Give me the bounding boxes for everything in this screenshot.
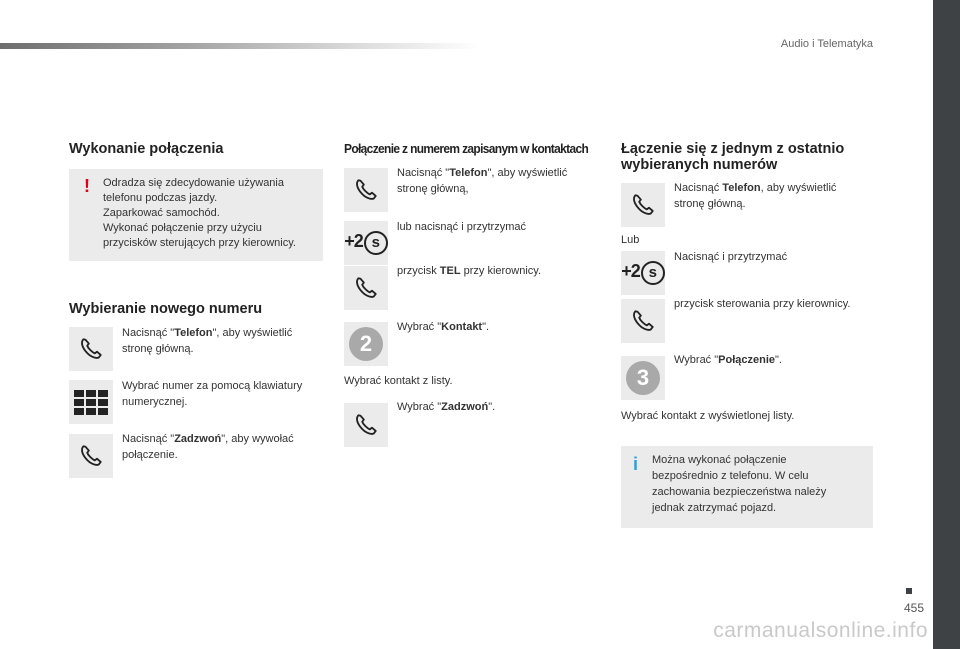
keypad-tile: [69, 380, 113, 424]
page-edge-strip: [933, 0, 960, 649]
info-icon: i: [633, 454, 639, 474]
col2-title: Połączenie z numerem zapisanym w kontaktach: [344, 141, 589, 156]
phone-tile: [69, 327, 113, 371]
phone-tile: [621, 299, 665, 343]
col3-step2-text: Nacisnąć i przytrzymać: [674, 251, 788, 263]
page-marker: [906, 588, 912, 594]
col2-step4-text: Wybrać "Kontakt".: [397, 321, 490, 333]
phone-handset-icon: [353, 177, 379, 203]
col3-step5-text: Wybrać kontakt z wyświetlonej listy.: [621, 410, 795, 422]
step-number-badge: 3: [626, 361, 660, 395]
col3-lub-text: Lub: [621, 234, 640, 246]
col1-subtitle: Wybieranie nowego numeru: [69, 301, 263, 317]
phone-tile: [344, 168, 388, 212]
phone-handset-icon: [353, 275, 379, 301]
phone-tile: [344, 403, 388, 447]
section-title: Audio i Telematyka: [780, 38, 873, 50]
plus2s-tile: [621, 251, 665, 295]
warning-text: Odradza się zdecydowanie używania telefonu podczas jazdy. Zaparkować samochód. Wykonać połączenie przy użyciu przycisków sterujących przy kierownicy.: [103, 177, 296, 249]
plus2s-tile: [344, 221, 388, 265]
phone-handset-icon: [353, 412, 379, 438]
long-press-2s-icon: +2 s: [621, 261, 665, 285]
phone-handset-icon: [630, 308, 656, 334]
step-badge-tile: [344, 322, 388, 366]
col2-step1-text: Nacisnąć "Telefon", aby wyświetlić stronę główną,: [397, 167, 568, 195]
long-press-2s-icon: +2 s: [344, 231, 388, 255]
col1-step3-text: Nacisnąć "Zadzwoń", aby wywołać połączenie.: [122, 433, 294, 461]
info-text: Można wykonać połączenie bezpośrednio z telefonu. W celu zachowania bezpieczeństwa należy jednak zatrzymać pojazd.: [652, 454, 827, 514]
step-number-badge: 2: [349, 327, 383, 361]
col2-step2-text: lub nacisnąć i przytrzymać: [397, 221, 526, 233]
col2-step3-text: przycisk TEL przy kierownicy.: [397, 265, 542, 277]
header-gradient-bar: [0, 43, 480, 49]
col3-title: Łączenie się z jednym z ostatnio wybieranych numerów: [621, 141, 845, 173]
phone-handset-icon: [630, 192, 656, 218]
warning-icon: !: [84, 176, 90, 196]
watermark: carmanualsonline.info: [713, 619, 928, 642]
col2-step6-text: Wybrać "Zadzwoń".: [397, 401, 496, 413]
col1-step1-text: Nacisnąć "Telefon", aby wyświetlić stronę główną.: [122, 327, 293, 355]
keypad-icon: [74, 390, 108, 415]
phone-tile: [69, 434, 113, 478]
page-number: 455: [903, 601, 924, 615]
step-badge-tile: [621, 356, 665, 400]
col3-step1-text: Nacisnąć Telefon, aby wyświetlić stronę główną.: [674, 182, 837, 210]
phone-tile: [344, 266, 388, 310]
col2-step5-text: Wybrać kontakt z listy.: [344, 375, 453, 387]
phone-handset-icon: [78, 336, 104, 362]
col1-step2-text: Wybrać numer za pomocą klawiatury numerycznej.: [122, 380, 303, 408]
col3-step4-text: Wybrać "Połączenie".: [674, 354, 782, 366]
phone-handset-icon: [78, 443, 104, 469]
col1-title: Wykonanie połączenia: [69, 141, 224, 157]
phone-tile: [621, 183, 665, 227]
col3-step3-text: przycisk sterowania przy kierownicy.: [674, 298, 851, 310]
